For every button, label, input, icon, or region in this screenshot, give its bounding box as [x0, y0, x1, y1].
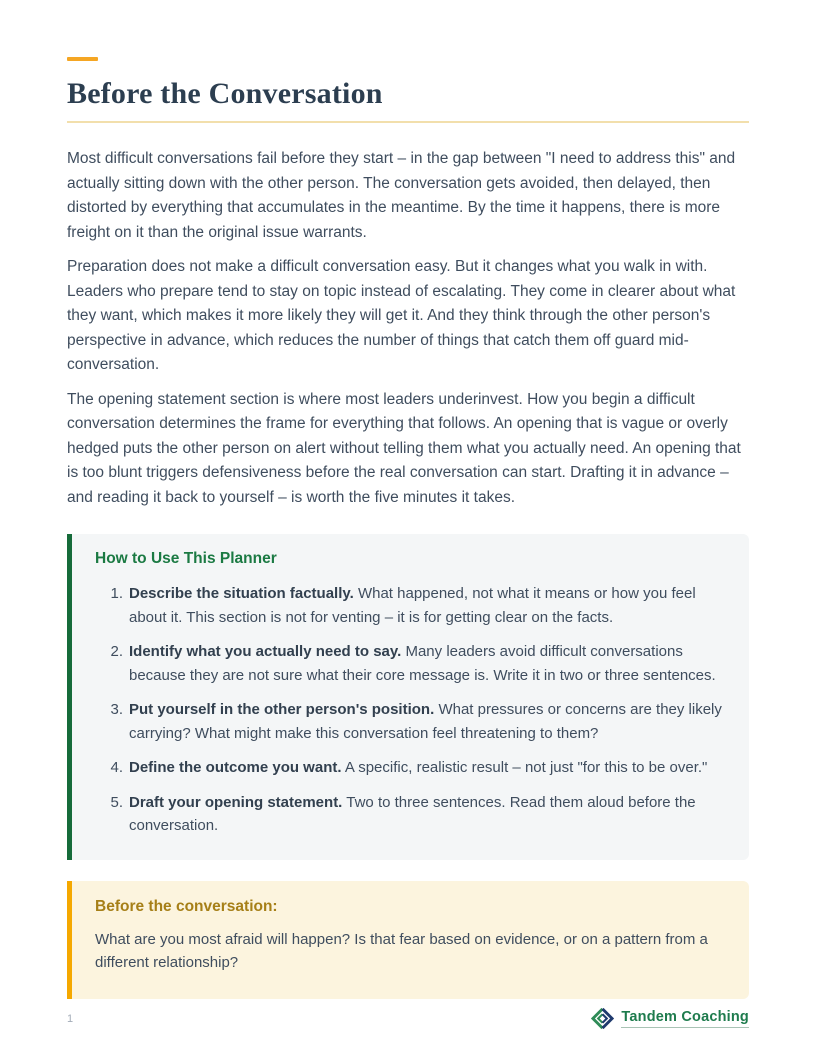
intro-section: [67, 147, 749, 510]
list-item-lead: Describe the situation factually.: [129, 585, 354, 602]
list-item-text: Many leaders avoid difficult conversations because they are not sure what their core message is. Write it in two or three sentences.: [129, 643, 716, 684]
list-item-body: [129, 756, 725, 780]
accent-bar: [67, 57, 98, 61]
list-item-lead: Draft your opening statement.: [129, 793, 343, 811]
prompt-body: What are you most afraid will happen? Is that fear based on evidence, or on a pattern from a different relationship?: [95, 930, 708, 971]
prompt-callout-box: [67, 881, 749, 999]
tandem-logo-icon: [591, 1007, 614, 1030]
list-item-number: 5.: [110, 793, 123, 811]
prompt-heading: Before the conversation:: [95, 897, 278, 915]
planner-list: [95, 582, 725, 838]
page-footer: [67, 1007, 749, 1030]
planner-callout-box: [67, 534, 749, 860]
list-item-lead: Put yourself in the other person's position.: [129, 701, 435, 718]
list-item-number: 3.: [110, 701, 123, 718]
list-item-number: 4.: [110, 759, 123, 776]
list-item-lead: Identify what you actually need to say.: [129, 643, 402, 660]
list-item-body: [129, 698, 725, 745]
planner-list-item: [95, 698, 725, 745]
list-item-body: [129, 791, 725, 838]
intro-paragraph: Most difficult conversations fail before they start – in the gap between "I need to address this" and actually sitting down with the other person. The conversation gets avoided, then delayed, then distorted by everything that accumulates in the meantime. By the time it happens, there is more freight on it than the original issue warrants.: [67, 150, 736, 241]
logo-text: Tandem Coaching: [621, 1009, 749, 1028]
list-item-text: What happened, not what it means or how you feel about it. This section is not for venting – it is for getting clear on the facts.: [129, 585, 696, 626]
list-item-body: [129, 640, 725, 687]
planner-heading: How to Use This Planner: [95, 550, 277, 567]
list-item-body: [129, 582, 725, 629]
intro-paragraph: Preparation does not make a difficult conversation easy. But it changes what you walk in with. Leaders who prepare tend to stay on topic instead of escalating. They come in clearer about what they want, which makes it more likely they will get it. And they think through the other person's perspective in advance, which reduces the number of things that catch them off guard mid-conversation.: [67, 258, 736, 373]
title-divider: [67, 121, 749, 123]
intro-paragraph: The opening statement section is where most leaders underinvest. How you begin a difficult conversation determines the frame for everything that follows. An opening that is vague or overly hedged puts the other person on alert without telling them what you actually need. An opening that is too blunt triggers defensiveness before the real conversation can start. Drafting it in advance – and reading it back to yourself – is worth the five minutes it takes.: [67, 390, 741, 506]
planner-list-item: [95, 640, 725, 687]
page-number: 1: [67, 1012, 74, 1025]
list-item-lead: Define the outcome you want.: [129, 759, 342, 776]
list-item-text: What pressures or concerns are they likely carrying? What might make this conversation feel threatening to them?: [129, 701, 722, 742]
list-item-number: 1.: [110, 585, 123, 602]
planner-list-item: [95, 582, 725, 629]
page-title: Before the Conversation: [67, 77, 383, 110]
planner-list-item: [95, 791, 725, 838]
planner-list-item: [95, 756, 725, 780]
tandem-coaching-logo[interactable]: [591, 1007, 749, 1030]
list-item-text: Two to three sentences. Read them aloud before the conversation.: [129, 793, 696, 834]
list-item-text: A specific, realistic result – not just "for this to be over.": [344, 759, 708, 776]
list-item-number: 2.: [110, 643, 123, 660]
